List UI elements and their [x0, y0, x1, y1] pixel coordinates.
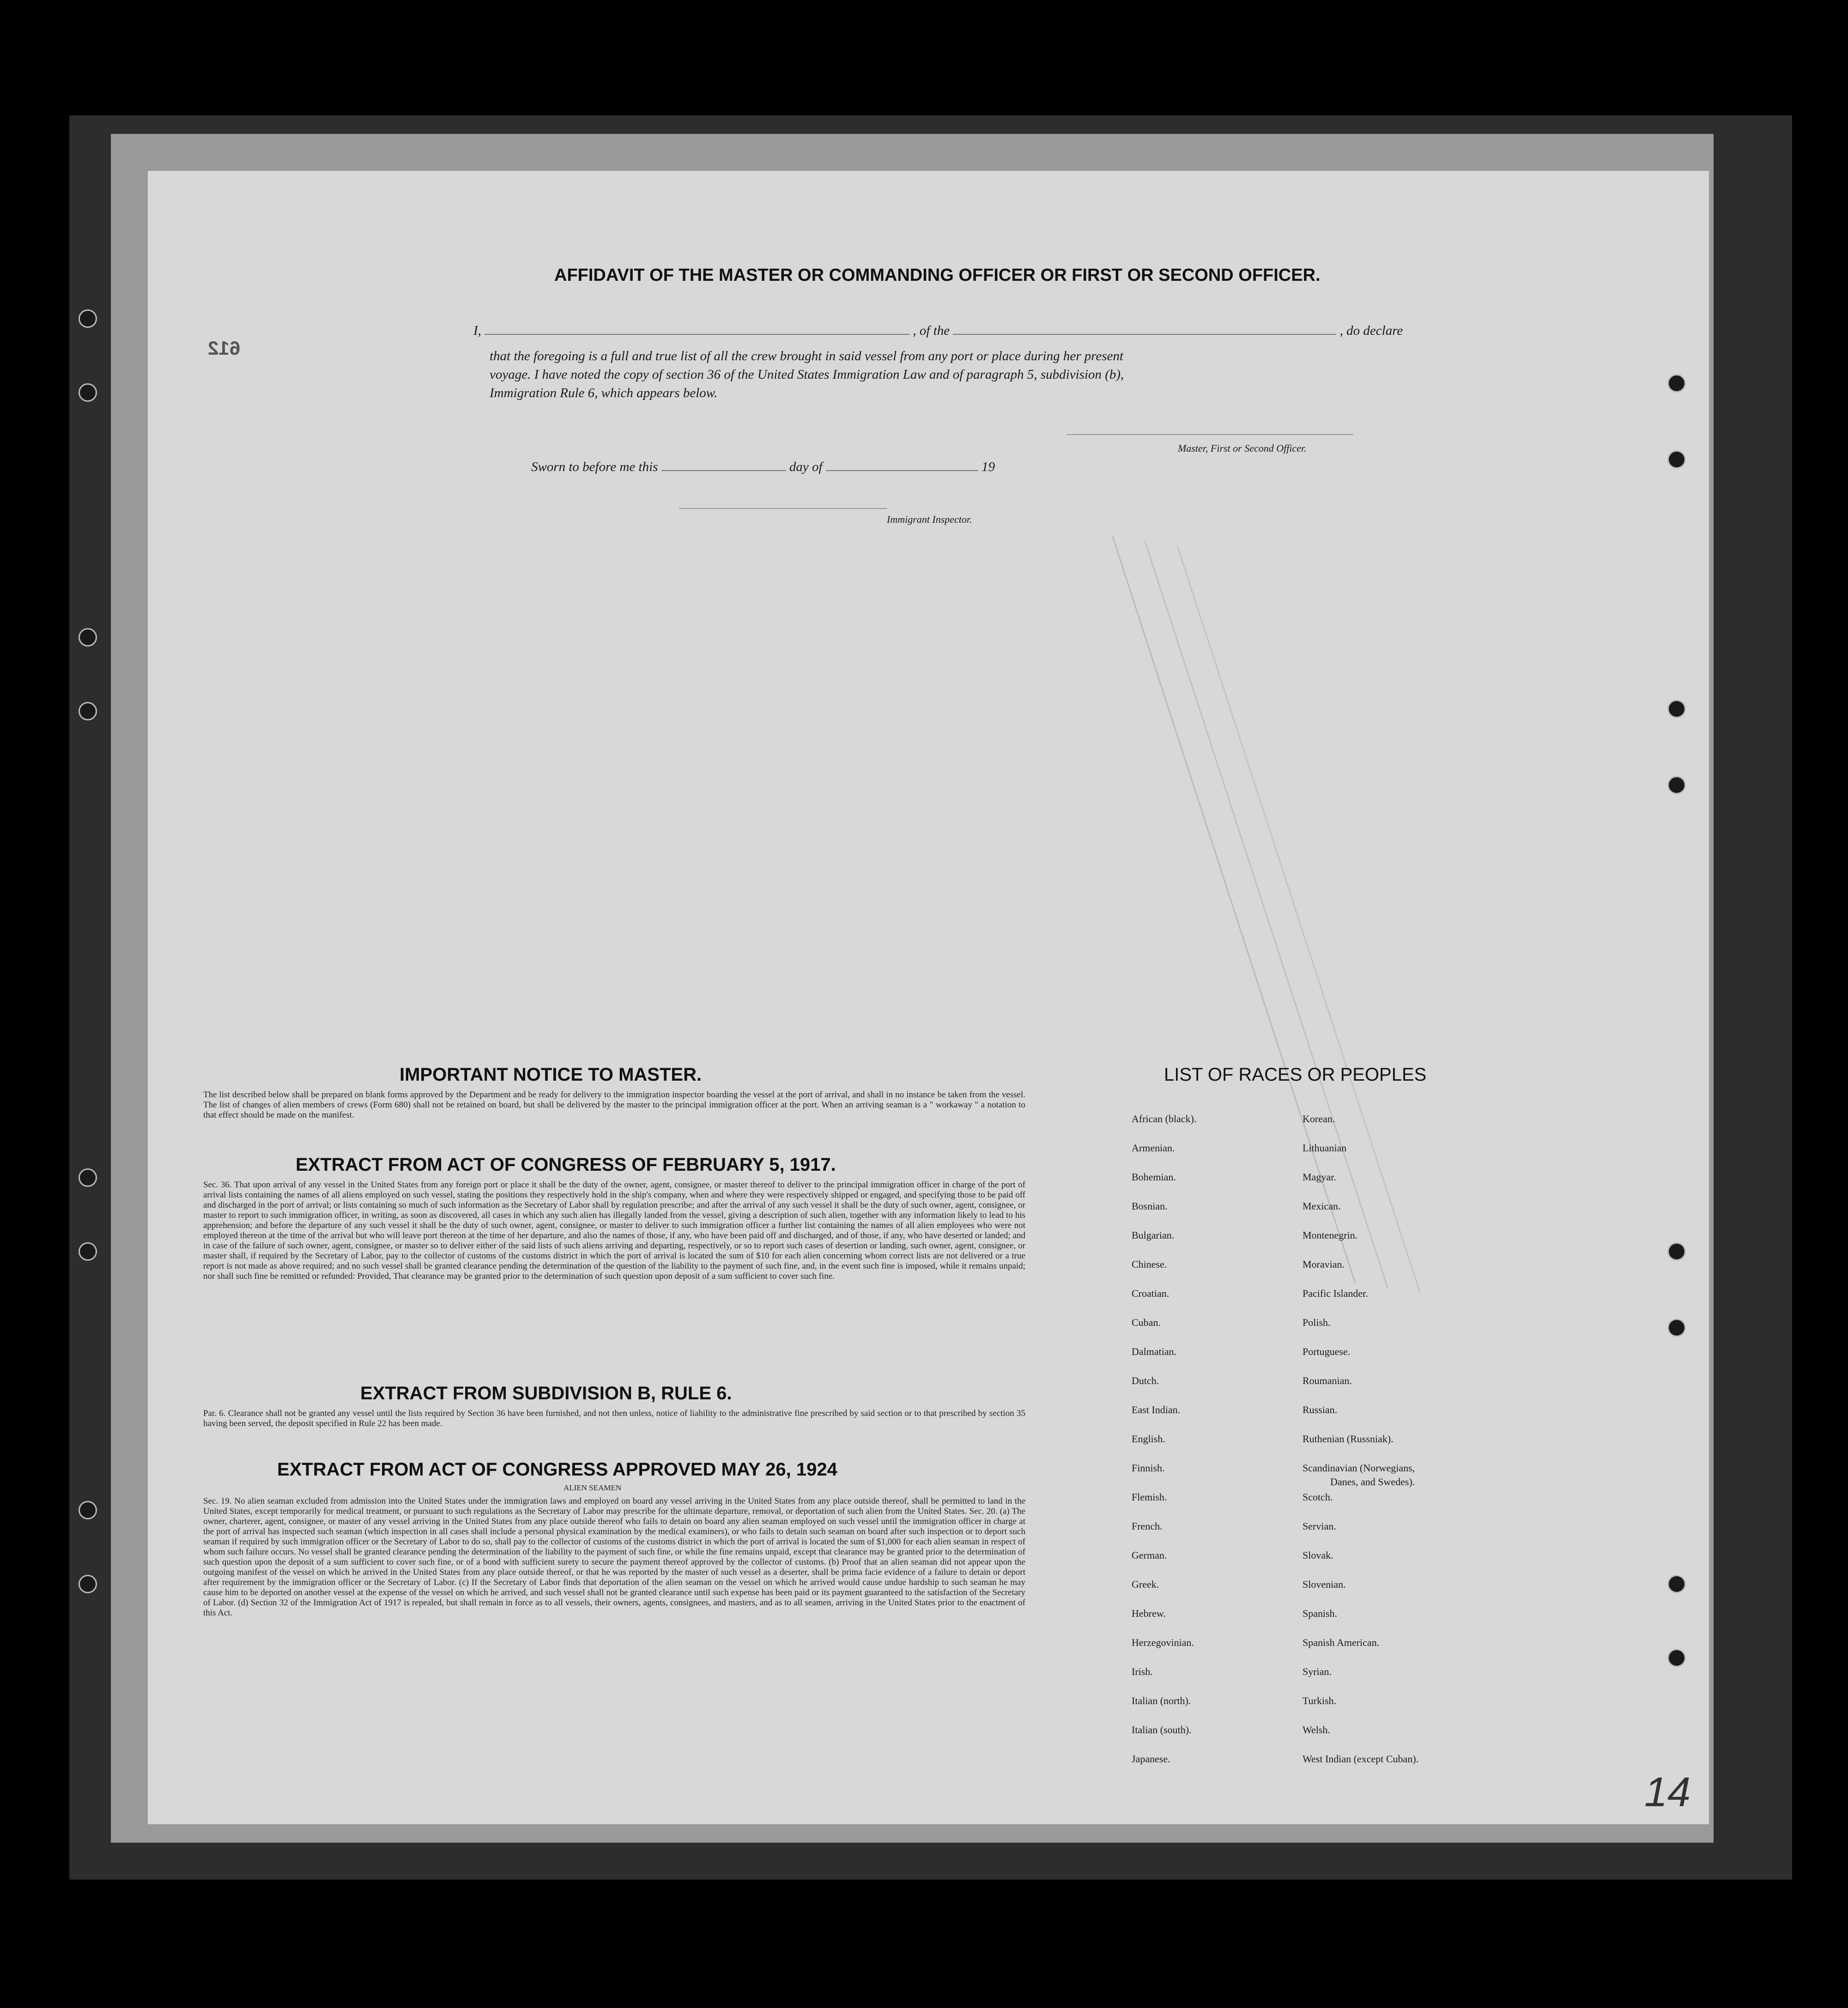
affidavit-line4: Immigration Rule 6, which appears below.	[490, 386, 718, 400]
race-right-9: Roumanian.	[1303, 1375, 1352, 1386]
inspector-label: Immigrant Inspector.	[887, 514, 972, 525]
extract-1917-text: Sec. 36. That upon arrival of any vessel in the United States from any foreign port or place it shall be the duty of the owner, agent, consignee, or master thereof to deliver to the principal immigration officer in charge of the port of arrival lists containing the names of all aliens employed on such vessel, stating the positions they respectively hold in the ship's company, when and where they were respectively shipped or engaged, and specifying those to be paid off and discharged in the port of arrival; or lists containing so much of such information as the Secretary of Labor shall by regulation prescribe; and after the arrival of any such vessel it shall be the duty of such owner, agent, consignee, or master to report to such immigration officer, in writing, as soon as discovered, all cases in which any such alien has illegally landed from the vessel, giving a description of such alien, together with any information likely to lead to his apprehension; and before the departure of any such vessel it shall be the duty of such owner, agent, consignee, or master to deliver to such immigration officer a further list containing the names of all alien employees who were not employed thereon at the time of the arrival but who will leave port thereon at the time of her departure, and also the names of those, if any, who have been paid off and discharged, and of those, if any, who have deserted or landed; and in case of the failure of such owner, agent, consignee, or master so to deliver either of the said lists of such aliens arriving and departing, respectively, or so to report such cases of desertion or landing, such owner, agent, consignee, or master shall, if required by the Secretary of Labor, pay to the collector of customs of the customs district in which the port of arrival is located the sum of $10 for each alien concerning whom correct lists are not delivered or a true report is not made as above required; and no such vessel shall be granted clearance pending the determination of the question of the liability to the payment of such fine, and, in the event such fine is imposed, while it remains unpaid; nor shall such fine be remitted or refunded: Provided, That clearance may be granted prior to the determination of such question upon deposit of a sum sufficient to cover such fine.	[203, 1180, 1025, 1281]
race-right-5: Moravian.	[1303, 1258, 1345, 1270]
race-left-18: Herzegovinian.	[1132, 1637, 1194, 1648]
punch-hole	[1667, 1319, 1686, 1337]
extract-1924-title: EXTRACT FROM ACT OF CONGRESS APPROVED MAY 26, 1924	[277, 1459, 837, 1480]
race-left-9: Dutch.	[1132, 1375, 1159, 1386]
master-label: Master, First or Second Officer.	[1178, 442, 1307, 454]
race-left-20: Italian (north).	[1132, 1695, 1191, 1706]
race-right-10: Russian.	[1303, 1404, 1338, 1415]
race-right-12: Scandinavian (Norwegians,	[1303, 1462, 1415, 1474]
race-right-15: Slovak.	[1303, 1549, 1333, 1561]
affidavit-title: AFFIDAVIT OF THE MASTER OR COMMANDING OFFICER OR FIRST OR SECOND OFFICER.	[554, 266, 1321, 285]
year-text: 19	[982, 460, 995, 474]
race-right-6: Pacific Islander.	[1303, 1288, 1368, 1299]
punch-hole	[79, 309, 97, 328]
race-left-5: Chinese.	[1132, 1258, 1167, 1270]
race-left-10: East Indian.	[1132, 1404, 1181, 1415]
race-right-8: Portuguese.	[1303, 1346, 1351, 1357]
race-left-6: Croatian.	[1132, 1288, 1169, 1299]
affidavit-line2: that the foregoing is a full and true list of all the crew brought in said vessel from any port or place during her present	[490, 349, 1124, 363]
punch-hole	[1667, 1575, 1686, 1593]
punch-hole	[79, 1501, 97, 1519]
race-right-7: Polish.	[1303, 1317, 1331, 1328]
race-right-4: Montenegrin.	[1303, 1229, 1358, 1241]
punch-hole	[1667, 450, 1686, 469]
races-title: LIST OF RACES OR PEOPLES	[1164, 1064, 1427, 1085]
punch-hole	[79, 702, 97, 720]
race-right-21: Welsh.	[1303, 1724, 1330, 1736]
extract-rule6-title: EXTRACT FROM SUBDIVISION B, RULE 6.	[360, 1383, 732, 1403]
race-right-3: Mexican.	[1303, 1200, 1341, 1212]
race-right-1: Lithuanian	[1303, 1142, 1347, 1154]
race-left-22: Japanese.	[1132, 1753, 1170, 1765]
race-right-13: Scotch.	[1303, 1491, 1333, 1503]
race-left-0: African (black).	[1132, 1113, 1197, 1125]
race-left-12: Finnish.	[1132, 1462, 1165, 1474]
notice-text: The list described below shall be prepared on blank forms approved by the Department and be ready for delivery to the immigration inspector boarding the vessel at the port of arrival, and shall in no instance be taken from the vessel. The list of changes of alien members of crews (Form 680) shall not be retained on board, but shall be delivered by the master to the principal immigration officer at the port. When an arriving seaman is a " workaway " a notation to that effect should be made on the manifest.	[203, 1090, 1025, 1120]
film-edge-strip	[0, 1962, 1848, 2008]
punch-hole	[79, 628, 97, 647]
race-left-14: French.	[1132, 1520, 1163, 1532]
affidavit-of-the: , of the	[913, 323, 950, 338]
extract-1924-text: Sec. 19. No alien seaman excluded from admission into the United States under the immigration laws and employed on board any vessel arriving in the United States from any place outside thereof, shall be permitted to land in the United States, except temporarily for medical treatment, or pursuant to such regulations as the Secretary of Labor may prescribe for the ultimate departure, removal, or deportation of such alien from the United States. Sec. 20. (a) The owner, charterer, agent, consignee, or master of any vessel arriving in the United States from any place outside thereof who fails to detain on board any alien seaman employed on such vessel until the immigration officer in charge at the port of arrival has inspected such seaman (which inspection in all cases shall include a personal physical examination by the medical examiners), or who fails to detain such seaman on board after such inspection or to deport such seaman if required by such immigration officer or the Secretary of Labor to do so, shall pay to the collector of customs of the customs district in which the port of arrival is located the sum of $1,000 for each alien seaman in respect of whom such failure occurs. No vessel shall be granted clearance pending the determination of the liability to the payment of such fine, or while the fine remains unpaid, except that clearance may be granted prior to the determination of such question upon the deposit of a sum sufficient to cover such fine, or of a bond with sufficient surety to secure the payment thereof approved by the collector of customs. (b) Proof that an alien seaman did not appear upon the outgoing manifest of the vessel on which he arrived in the United States from any place outside thereof, or that he was reported by the master of such vessel as a deserter, shall be prima facie evidence of a failure to detain or deport after requirement by the immigration officer or the Secretary of Labor. (c) If the Secretary of Labor finds that deportation of the alien seaman on the vessel on which he arrived would cause undue hardship to such seaman he may cause him to be deported on another vessel at the expense of the vessel on which he arrived, and such vessel shall not be granted clearance until such expense has been paid or its payment guaranteed to the satisfaction of the Secretary of Labor. (d) Section 32 of the Immigration Act of 1917 is repealed, but shall remain in force as to all vessels, their owners, agents, consignees, and masters, and as to all seamen, arriving in the United States prior to the enactment of this Act.	[203, 1496, 1025, 1618]
affidavit-line3: voyage. I have noted the copy of section 36 of the United States Immigration Law and of paragraph 5, subdivision (b),	[490, 367, 1124, 382]
race-right-2: Magyar.	[1303, 1171, 1336, 1183]
race-left-3: Bosnian.	[1132, 1200, 1168, 1212]
race-right-16: Slovenian.	[1303, 1579, 1346, 1590]
name-blank	[485, 334, 909, 335]
race-right-18: Spanish American.	[1303, 1637, 1380, 1648]
race-left-21: Italian (south).	[1132, 1724, 1192, 1736]
day-of-text: day of	[789, 460, 823, 474]
document-page	[148, 171, 1709, 1824]
race-right-0: Korean.	[1303, 1113, 1335, 1125]
race-right-19: Syrian.	[1303, 1666, 1332, 1677]
race-left-11: English.	[1132, 1433, 1165, 1445]
punch-hole	[1667, 374, 1686, 393]
affidavit-line1	[473, 323, 1403, 339]
sworn-line	[531, 460, 995, 475]
race-left-17: Hebrew.	[1132, 1608, 1166, 1619]
inspector-blank	[679, 508, 887, 509]
affidavit-i: I,	[473, 323, 481, 338]
race-right-22: West Indian (except Cuban).	[1303, 1753, 1419, 1765]
master-signature-line	[1067, 434, 1353, 435]
handwritten-page-number: 14	[1644, 1769, 1691, 1815]
punch-hole	[79, 383, 97, 402]
punch-hole	[79, 1575, 97, 1593]
race-right-14: Servian.	[1303, 1520, 1336, 1532]
race-left-16: Greek.	[1132, 1579, 1159, 1590]
race-left-7: Cuban.	[1132, 1317, 1161, 1328]
race-left-15: German.	[1132, 1549, 1167, 1561]
race-left-19: Irish.	[1132, 1666, 1153, 1677]
extract-rule6-text: Par. 6. Clearance shall not be granted any vessel until the lists required by Section 36 have been furnished, and not then unless, notice of liability to the administrative fine prescribed by said section or to that prescribed by section 35 having been served, the deposit specified in Rule 22 has been made.	[203, 1409, 1025, 1428]
race-left-13: Flemish.	[1132, 1491, 1167, 1503]
race-right-17: Spanish.	[1303, 1608, 1338, 1619]
left-margin-number: 612	[208, 337, 241, 359]
punch-hole	[79, 1242, 97, 1261]
race-left-2: Bohemian.	[1132, 1171, 1176, 1183]
race-right-11: Ruthenian (Russniak).	[1303, 1433, 1394, 1445]
punch-hole	[1667, 700, 1686, 718]
punch-hole	[79, 1168, 97, 1187]
punch-hole	[1667, 1649, 1686, 1667]
vessel-blank	[953, 334, 1336, 335]
affidavit-declare: , do declare	[1339, 323, 1403, 338]
notice-title: IMPORTANT NOTICE TO MASTER.	[400, 1064, 702, 1085]
race-left-4: Bulgarian.	[1132, 1229, 1175, 1241]
punch-hole	[1667, 1242, 1686, 1261]
sworn-day-blank	[661, 470, 786, 471]
sworn-text: Sworn to before me this	[531, 460, 658, 474]
race-left-1: Armenian.	[1132, 1142, 1175, 1154]
race-right-12-cont: Danes, and Swedes).	[1330, 1476, 1415, 1488]
extract-1917-title: EXTRACT FROM ACT OF CONGRESS OF FEBRUARY 5, 1917.	[296, 1155, 836, 1175]
race-right-20: Turkish.	[1303, 1695, 1337, 1706]
race-left-8: Dalmatian.	[1132, 1346, 1177, 1357]
extract-1924-subtitle: ALIEN SEAMEN	[563, 1483, 622, 1492]
sworn-month-blank	[826, 470, 978, 471]
punch-hole	[1667, 776, 1686, 794]
